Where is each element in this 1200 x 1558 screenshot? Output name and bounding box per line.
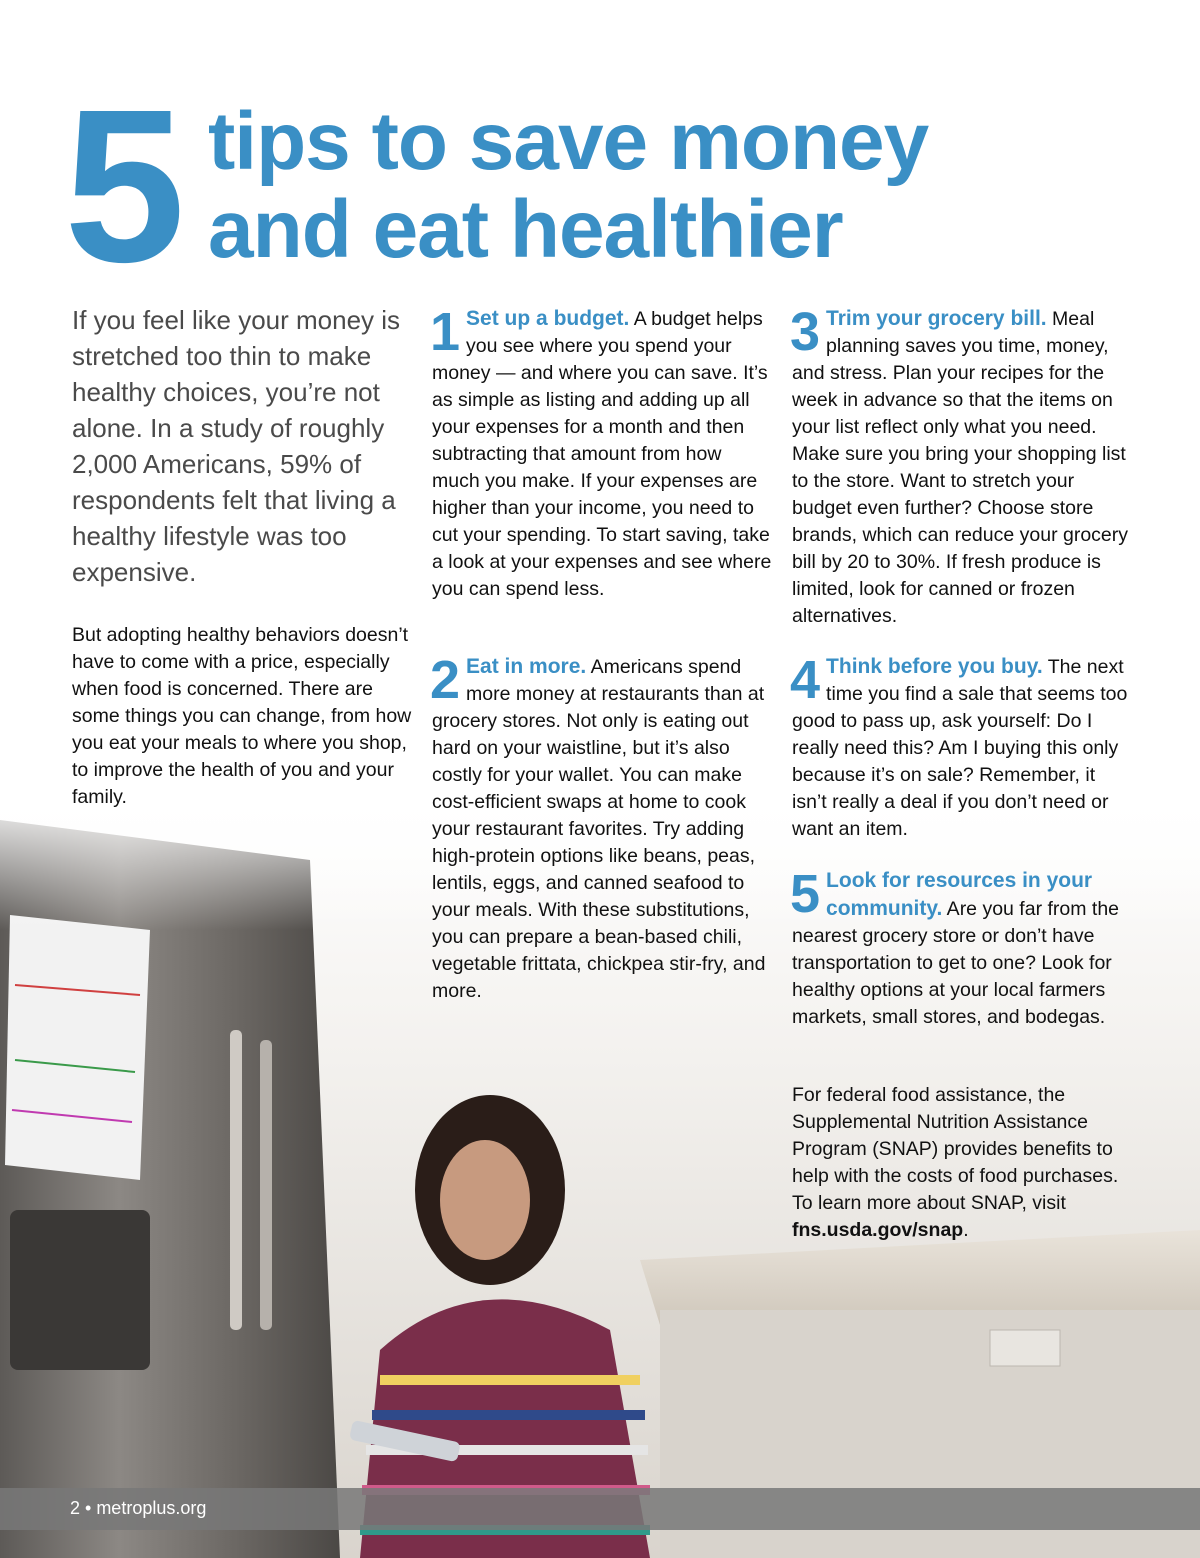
page-title-line-2: and eat healthier (208, 184, 843, 275)
tip-2-number: 2 (430, 650, 461, 710)
tip-2-heading: Eat in more. (466, 655, 587, 678)
snap-period: . (963, 1219, 969, 1241)
tip-3-heading: Trim your grocery bill. (826, 307, 1047, 330)
big-number-five: 5 (64, 65, 182, 308)
footer-bar (0, 1488, 1200, 1530)
snap-link[interactable]: fns.usda.gov/snap (792, 1219, 964, 1241)
tip-5-heading: Look for resources in your community. (826, 869, 1093, 920)
tip-4-number: 4 (790, 650, 821, 710)
tip-5-text: Are you far from the nearest grocery store or don’t have transportation to get to one? Look for healthy options at your local farmers markets, small stores, and bodegas. (792, 898, 1120, 1028)
intro-lead: If you feel like your money is stretched too thin to make healthy choices, you’re not alone. In a study of roughly 2,000 Americans, 59% of respondents felt that living a healthy lifestyle was too expensive. (72, 305, 401, 587)
tip-1-number: 1 (430, 302, 461, 362)
tip-1-text: A budget helps you see where you spend your money — and where you can save. It’s as simple as listing and adding up all your expenses for a month and then subtracting that amount from how much you make. If your expenses are higher than your income, you need to cut your spending. To start saving, take a look at your expenses and see where you can spend less. (432, 308, 772, 600)
snap-paragraph (792, 1082, 1132, 1244)
snap-text: For federal food assistance, the Supplemental Nutrition Assistance Program (SNAP) provides benefits to help with the costs of food purchases. To learn more about SNAP, visit (792, 1084, 1119, 1214)
tip-3-text: Meal planning saves you time, money, and stress. Plan your recipes for the week in advance so that the items on your list reflect only what you need. Make sure you bring your shopping list to the store. Want to stretch your budget even further? Choose store brands, which can reduce your grocery bill by 20 to 30%. If fresh produce is limited, look for canned or frozen alternatives. (792, 308, 1129, 627)
page-title (208, 98, 928, 274)
tip-3 (790, 302, 1132, 630)
page-title-line-1: tips to save money (208, 96, 929, 187)
tip-4-text: The next time you find a sale that seems too good to pass up, ask yourself: Do I really need this? Am I buying this only because it’s on sale? Remember, it isn’t really a deal if you don’t need or want an item. (792, 656, 1128, 840)
tip-5-number: 5 (790, 864, 821, 924)
tip-3-number: 3 (790, 302, 821, 362)
tip-4-heading: Think before you buy. (826, 655, 1043, 678)
tip-4 (790, 650, 1132, 843)
footer-page-label: 2 • metroplus.org (70, 1498, 207, 1518)
tip-2 (430, 650, 772, 1005)
tip-2-text: Americans spend more money at restaurants than at grocery stores. Not only is eating out hard on your waistline, but it’s also costly for your wallet. You can make cost-efficient swaps at home to cook your restaurant favorites. Try adding high-protein options like beans, peas, lentils, eggs, and canned seafood to your meals. With these substitutions, you can prepare a bean-based chili, vegetable frittata, chickpea stir-fry, and more. (432, 656, 766, 1002)
tip-5 (790, 864, 1132, 1031)
intro-body: But adopting healthy behaviors doesn’t have to come with a price, especially when food is concerned. There are some things you can change, from how you eat your meals to where you shop, to improve the health of you and your family. (72, 624, 412, 808)
tip-1 (430, 302, 772, 603)
tip-1-heading: Set up a budget. (466, 307, 630, 330)
